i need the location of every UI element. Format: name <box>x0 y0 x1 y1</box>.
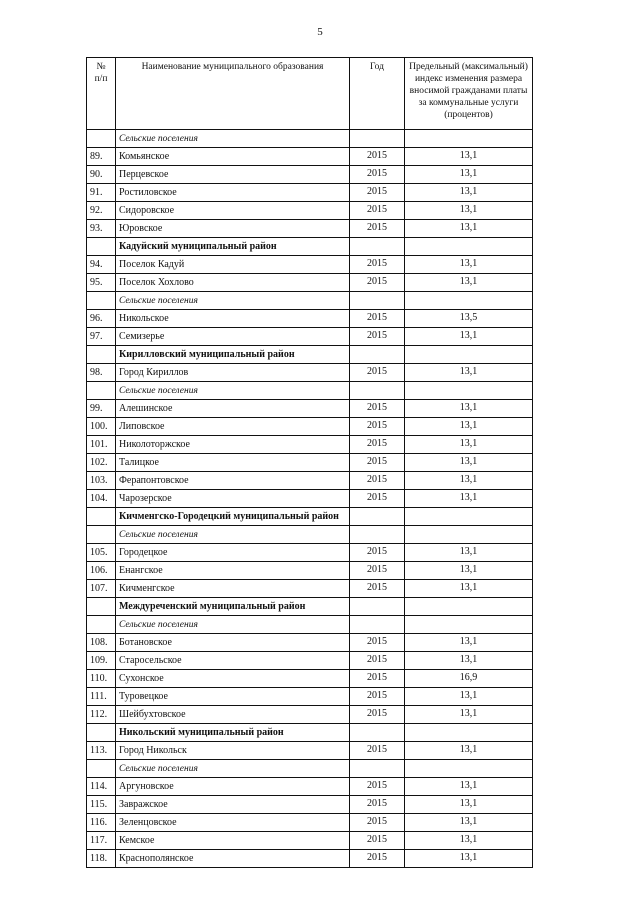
empty-year-cell <box>350 130 405 148</box>
row-number: 94. <box>87 256 116 274</box>
row-number: 89. <box>87 148 116 166</box>
year-cell: 2015 <box>350 328 405 346</box>
row-number: 110. <box>87 670 116 688</box>
year-cell: 2015 <box>350 490 405 508</box>
year-cell: 2015 <box>350 472 405 490</box>
index-value-cell: 13,1 <box>405 166 533 184</box>
table-row <box>87 364 533 382</box>
settlement-section-row <box>87 760 533 778</box>
municipality-name: Ботановское <box>116 634 350 652</box>
index-value-cell: 13,1 <box>405 706 533 724</box>
section-label: Сельские поселения <box>116 130 350 148</box>
table-row <box>87 400 533 418</box>
section-label: Сельские поселения <box>116 760 350 778</box>
index-value-cell: 13,1 <box>405 778 533 796</box>
district-name: Никольский муниципальный район <box>116 724 350 742</box>
empty-num-cell <box>87 724 116 742</box>
year-cell: 2015 <box>350 544 405 562</box>
index-value-cell: 13,1 <box>405 814 533 832</box>
year-cell: 2015 <box>350 580 405 598</box>
municipality-name: Городецкое <box>116 544 350 562</box>
index-value-cell: 13,1 <box>405 220 533 238</box>
table-row <box>87 778 533 796</box>
empty-year-cell <box>350 346 405 364</box>
row-number: 106. <box>87 562 116 580</box>
municipality-name: Кичменгское <box>116 580 350 598</box>
header-num: № п/п <box>87 58 116 130</box>
empty-index-cell <box>405 130 533 148</box>
index-value-cell: 13,1 <box>405 850 533 868</box>
empty-num-cell <box>87 616 116 634</box>
empty-year-cell <box>350 724 405 742</box>
index-value-cell: 13,1 <box>405 472 533 490</box>
row-number: 113. <box>87 742 116 760</box>
year-cell: 2015 <box>350 364 405 382</box>
table-row <box>87 814 533 832</box>
empty-num-cell <box>87 292 116 310</box>
year-cell: 2015 <box>350 256 405 274</box>
empty-year-cell <box>350 382 405 400</box>
empty-index-cell <box>405 508 533 526</box>
tariff-index-table <box>86 57 533 868</box>
district-name: Кичменгско-Городецкий муниципальный район <box>116 508 350 526</box>
section-label: Сельские поселения <box>116 382 350 400</box>
settlement-section-row <box>87 616 533 634</box>
table-row <box>87 544 533 562</box>
year-cell: 2015 <box>350 562 405 580</box>
table-row <box>87 184 533 202</box>
table-row <box>87 688 533 706</box>
table-row <box>87 418 533 436</box>
municipality-name: Семизерье <box>116 328 350 346</box>
table-row <box>87 220 533 238</box>
index-value-cell: 13,1 <box>405 634 533 652</box>
empty-index-cell <box>405 616 533 634</box>
row-number: 118. <box>87 850 116 868</box>
table-row <box>87 328 533 346</box>
row-number: 105. <box>87 544 116 562</box>
empty-year-cell <box>350 526 405 544</box>
empty-num-cell <box>87 760 116 778</box>
index-value-cell: 13,1 <box>405 580 533 598</box>
section-label: Сельские поселения <box>116 526 350 544</box>
empty-num-cell <box>87 238 116 256</box>
row-number: 98. <box>87 364 116 382</box>
municipality-name: Комьянское <box>116 148 350 166</box>
row-number: 95. <box>87 274 116 292</box>
district-heading-row <box>87 238 533 256</box>
table-row <box>87 796 533 814</box>
year-cell: 2015 <box>350 670 405 688</box>
year-cell: 2015 <box>350 796 405 814</box>
index-value-cell: 13,1 <box>405 544 533 562</box>
row-number: 111. <box>87 688 116 706</box>
row-number: 104. <box>87 490 116 508</box>
row-number: 96. <box>87 310 116 328</box>
index-value-cell: 13,1 <box>405 436 533 454</box>
index-value-cell: 13,1 <box>405 454 533 472</box>
row-number: 102. <box>87 454 116 472</box>
empty-index-cell <box>405 382 533 400</box>
row-number: 114. <box>87 778 116 796</box>
municipality-name: Город Никольск <box>116 742 350 760</box>
table-row <box>87 274 533 292</box>
table-row <box>87 706 533 724</box>
index-value-cell: 13,1 <box>405 364 533 382</box>
table-row <box>87 148 533 166</box>
index-value-cell: 13,1 <box>405 274 533 292</box>
district-name: Кадуйский муниципальный район <box>116 238 350 256</box>
table-row <box>87 670 533 688</box>
district-name: Междуреченский муниципальный район <box>116 598 350 616</box>
year-cell: 2015 <box>350 400 405 418</box>
table-row <box>87 832 533 850</box>
year-cell: 2015 <box>350 832 405 850</box>
row-number: 91. <box>87 184 116 202</box>
municipality-name: Поселок Кадуй <box>116 256 350 274</box>
year-cell: 2015 <box>350 166 405 184</box>
empty-index-cell <box>405 238 533 256</box>
table-header <box>87 58 533 130</box>
empty-year-cell <box>350 616 405 634</box>
year-cell: 2015 <box>350 850 405 868</box>
row-number: 100. <box>87 418 116 436</box>
empty-index-cell <box>405 724 533 742</box>
table-row <box>87 310 533 328</box>
year-cell: 2015 <box>350 436 405 454</box>
empty-num-cell <box>87 508 116 526</box>
section-label: Сельские поселения <box>116 292 350 310</box>
page-number: 5 <box>317 26 323 38</box>
settlement-section-row <box>87 130 533 148</box>
settlement-section-row <box>87 526 533 544</box>
index-value-cell: 13,1 <box>405 796 533 814</box>
year-cell: 2015 <box>350 202 405 220</box>
empty-index-cell <box>405 526 533 544</box>
year-cell: 2015 <box>350 274 405 292</box>
year-cell: 2015 <box>350 310 405 328</box>
row-number: 103. <box>87 472 116 490</box>
index-value-cell: 13,1 <box>405 184 533 202</box>
year-cell: 2015 <box>350 814 405 832</box>
index-value-cell: 13,1 <box>405 418 533 436</box>
empty-year-cell <box>350 760 405 778</box>
empty-year-cell <box>350 598 405 616</box>
header-name: Наименование муниципального образования <box>116 58 350 130</box>
index-value-cell: 13,1 <box>405 148 533 166</box>
district-heading-row <box>87 724 533 742</box>
district-name: Кирилловский муниципальный район <box>116 346 350 364</box>
settlement-section-row <box>87 292 533 310</box>
municipality-name: Город Кириллов <box>116 364 350 382</box>
municipality-name: Туровецкое <box>116 688 350 706</box>
table-row <box>87 166 533 184</box>
year-cell: 2015 <box>350 688 405 706</box>
table-row <box>87 562 533 580</box>
municipality-name: Шейбухтовское <box>116 706 350 724</box>
index-value-cell: 16,9 <box>405 670 533 688</box>
empty-num-cell <box>87 346 116 364</box>
index-value-cell: 13,5 <box>405 310 533 328</box>
municipality-name: Ростиловское <box>116 184 350 202</box>
index-value-cell: 13,1 <box>405 562 533 580</box>
district-heading-row <box>87 346 533 364</box>
year-cell: 2015 <box>350 652 405 670</box>
year-cell: 2015 <box>350 706 405 724</box>
municipality-name: Липовское <box>116 418 350 436</box>
empty-index-cell <box>405 760 533 778</box>
table-row <box>87 580 533 598</box>
table-row <box>87 202 533 220</box>
header-index: Предельный (максимальный) индекс изменения размера вносимой гражданами платы за коммунальные услуги (процентов) <box>405 58 533 130</box>
index-value-cell: 13,1 <box>405 688 533 706</box>
index-value-cell: 13,1 <box>405 490 533 508</box>
municipality-name: Старосельское <box>116 652 350 670</box>
municipality-name: Зеленцовское <box>116 814 350 832</box>
row-number: 117. <box>87 832 116 850</box>
municipality-name: Сухонское <box>116 670 350 688</box>
municipality-name: Алешинское <box>116 400 350 418</box>
district-heading-row <box>87 598 533 616</box>
row-number: 107. <box>87 580 116 598</box>
empty-index-cell <box>405 346 533 364</box>
municipality-name: Краснополянское <box>116 850 350 868</box>
municipality-name: Сидоровское <box>116 202 350 220</box>
year-cell: 2015 <box>350 454 405 472</box>
empty-year-cell <box>350 238 405 256</box>
table-row <box>87 256 533 274</box>
empty-num-cell <box>87 598 116 616</box>
empty-num-cell <box>87 382 116 400</box>
empty-year-cell <box>350 508 405 526</box>
index-value-cell: 13,1 <box>405 328 533 346</box>
municipality-name: Чарозерское <box>116 490 350 508</box>
municipality-name: Перцевское <box>116 166 350 184</box>
municipality-name: Аргуновское <box>116 778 350 796</box>
municipality-name: Талицкое <box>116 454 350 472</box>
index-value-cell: 13,1 <box>405 832 533 850</box>
row-number: 92. <box>87 202 116 220</box>
row-number: 99. <box>87 400 116 418</box>
row-number: 115. <box>87 796 116 814</box>
empty-year-cell <box>350 292 405 310</box>
index-value-cell: 13,1 <box>405 202 533 220</box>
municipality-name: Енангское <box>116 562 350 580</box>
year-cell: 2015 <box>350 742 405 760</box>
index-value-cell: 13,1 <box>405 652 533 670</box>
row-number: 112. <box>87 706 116 724</box>
table-row <box>87 850 533 868</box>
row-number: 101. <box>87 436 116 454</box>
year-cell: 2015 <box>350 778 405 796</box>
header-year: Год <box>350 58 405 130</box>
row-number: 97. <box>87 328 116 346</box>
year-cell: 2015 <box>350 148 405 166</box>
table-row <box>87 472 533 490</box>
row-number: 93. <box>87 220 116 238</box>
municipality-name: Николоторжское <box>116 436 350 454</box>
row-number: 90. <box>87 166 116 184</box>
row-number: 116. <box>87 814 116 832</box>
municipality-name: Кемское <box>116 832 350 850</box>
table-row <box>87 652 533 670</box>
table-row <box>87 634 533 652</box>
table-body <box>87 130 533 868</box>
settlement-section-row <box>87 382 533 400</box>
municipality-name: Поселок Хохлово <box>116 274 350 292</box>
table-row <box>87 436 533 454</box>
row-number: 109. <box>87 652 116 670</box>
district-heading-row <box>87 508 533 526</box>
municipality-name: Ферапонтовское <box>116 472 350 490</box>
empty-index-cell <box>405 598 533 616</box>
table-row <box>87 490 533 508</box>
year-cell: 2015 <box>350 418 405 436</box>
municipality-name: Никольское <box>116 310 350 328</box>
index-value-cell: 13,1 <box>405 400 533 418</box>
empty-num-cell <box>87 130 116 148</box>
municipality-name: Завражское <box>116 796 350 814</box>
table-row <box>87 454 533 472</box>
empty-num-cell <box>87 526 116 544</box>
year-cell: 2015 <box>350 634 405 652</box>
empty-index-cell <box>405 292 533 310</box>
year-cell: 2015 <box>350 184 405 202</box>
index-value-cell: 13,1 <box>405 742 533 760</box>
index-value-cell: 13,1 <box>405 256 533 274</box>
table-row <box>87 742 533 760</box>
section-label: Сельские поселения <box>116 616 350 634</box>
year-cell: 2015 <box>350 220 405 238</box>
municipality-name: Юровское <box>116 220 350 238</box>
row-number: 108. <box>87 634 116 652</box>
